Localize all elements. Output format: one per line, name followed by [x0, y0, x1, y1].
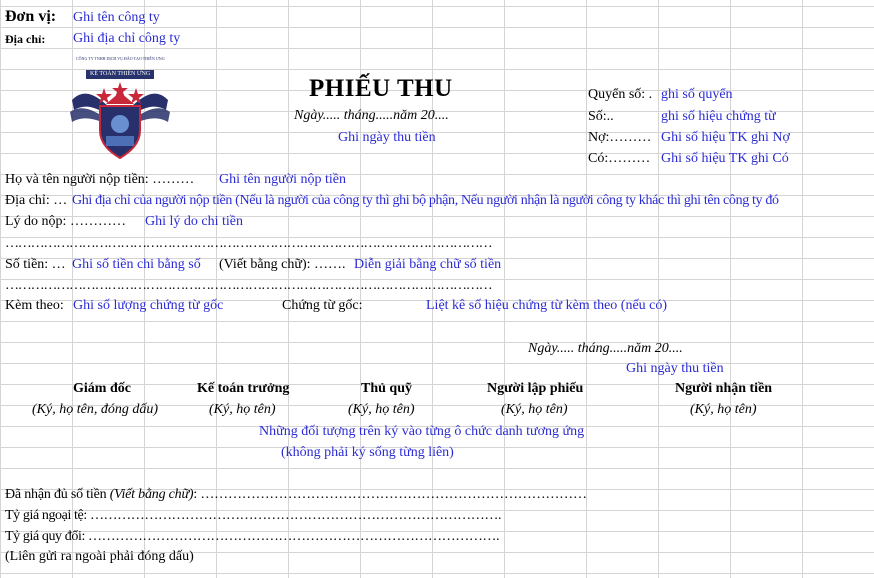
role-preparer-sub: (Ký, họ tên) — [501, 402, 568, 417]
payer-name-label: Họ và tên người nộp tiền: ……… — [5, 172, 195, 187]
book-number-value[interactable]: ghi số quyển — [661, 87, 733, 102]
credit-account-value[interactable]: Ghi số hiệu TK ghi Có — [661, 151, 789, 166]
dots-line-2: …………………………………………………………………………………………………… — [5, 278, 492, 293]
received-amount-italic: (Viết bằng chữ) — [109, 487, 194, 502]
payment-reason-label: Lý do nộp: ………… — [5, 214, 126, 229]
role-cashier: Thủ quỹ — [361, 381, 412, 396]
amount-words-label: (Viết bằng chữ): ……. — [219, 257, 346, 272]
attachments-label: Kèm theo: — [5, 298, 64, 313]
role-chief-accountant-sub: (Ký, họ tên) — [209, 402, 276, 417]
unit-label: Đơn vị: — [5, 8, 57, 25]
receipt-title: PHIẾU THU — [309, 75, 453, 102]
received-amount-line — [5, 486, 587, 504]
signing-date-note[interactable]: Ghi ngày thu tiền — [626, 361, 724, 376]
role-director: Giám đốc — [73, 381, 131, 396]
role-recipient-sub: (Ký, họ tên) — [690, 402, 757, 417]
address-label: Địa chỉ: — [5, 32, 46, 46]
signing-note-2[interactable]: (không phải ký sống từng liên) — [281, 445, 454, 460]
receipt-date-note[interactable]: Ghi ngày thu tiền — [338, 130, 436, 145]
address-value[interactable]: Ghi địa chỉ công ty — [73, 31, 181, 46]
amount-words-value[interactable]: Diễn giải bằng chữ số tiền — [354, 257, 502, 272]
amount-value[interactable]: Ghi số tiền chi bằng số — [72, 257, 201, 272]
dots-line-1: …………………………………………………………………………………………………… — [5, 236, 492, 251]
voucher-number-label: Số:.. — [588, 109, 614, 124]
role-chief-accountant: Kế toán trưởng — [197, 381, 290, 396]
amount-label: Số tiền: … — [5, 257, 66, 272]
role-cashier-sub: (Ký, họ tên) — [348, 402, 415, 417]
logo-banner-text: KẾ TOÁN THIÊN ƯNG — [90, 71, 151, 77]
role-director-sub: (Ký, họ tên, đóng dấu) — [32, 402, 158, 417]
converted-rate-line: Tỷ giá quy đổi: ………………………………………………………………………………. — [5, 529, 500, 544]
debit-account-label: Nợ:……… — [588, 130, 652, 145]
original-docs-label: Chứng từ gốc: — [282, 298, 363, 313]
received-amount-label: Đã nhận đủ số tiền — [5, 487, 107, 502]
payer-name-value[interactable]: Ghi tên người nộp tiền — [219, 172, 346, 187]
book-number-label: Quyển số: . — [588, 87, 653, 102]
credit-account-label: Có:……… — [588, 151, 651, 166]
debit-account-value[interactable]: Ghi số hiệu TK ghi Nợ — [661, 130, 790, 145]
payer-address-value[interactable]: Ghi địa chỉ của người nộp tiền (Nếu là người của công ty thì ghi bộ phận, Nếu người nhận là người công ty khác thì ghi tên công ty đó — [72, 193, 779, 208]
payment-reason-value[interactable]: Ghi lý do chi tiền — [145, 214, 243, 229]
unit-value[interactable]: Ghi tên công ty — [73, 10, 160, 25]
received-amount-dots: : ………………………………………………………………………… — [193, 487, 587, 502]
voucher-number-value[interactable]: ghi số hiệu chứng từ — [661, 109, 776, 124]
role-recipient: Người nhận tiền — [675, 381, 773, 396]
logo-top-text: CÔNG TY TNHH DỊCH VỤ ĐÀO TẠO THIÊN ƯNG — [76, 56, 165, 61]
fx-rate-line: Tỷ giá ngoại tệ: ………………………………………………………………………………. — [5, 508, 502, 523]
role-preparer: Người lập phiếu — [487, 381, 584, 396]
signing-note-1[interactable]: Những đối tượng trên ký vào từng ô chức danh tương ứng — [259, 424, 585, 439]
signing-date-line: Ngày..... tháng.....năm 20.... — [528, 341, 683, 356]
receipt-date-line: Ngày..... tháng.....năm 20.... — [294, 108, 449, 123]
original-docs-value[interactable]: Liệt kê số hiệu chứng từ kèm theo (nếu có) — [426, 298, 668, 313]
attachments-value[interactable]: Ghi số lượng chứng từ gốc — [73, 298, 224, 313]
payer-address-label: Địa chỉ: … — [5, 193, 68, 208]
stamp-note: (Liên gửi ra ngoài phải đóng dấu) — [5, 549, 194, 564]
